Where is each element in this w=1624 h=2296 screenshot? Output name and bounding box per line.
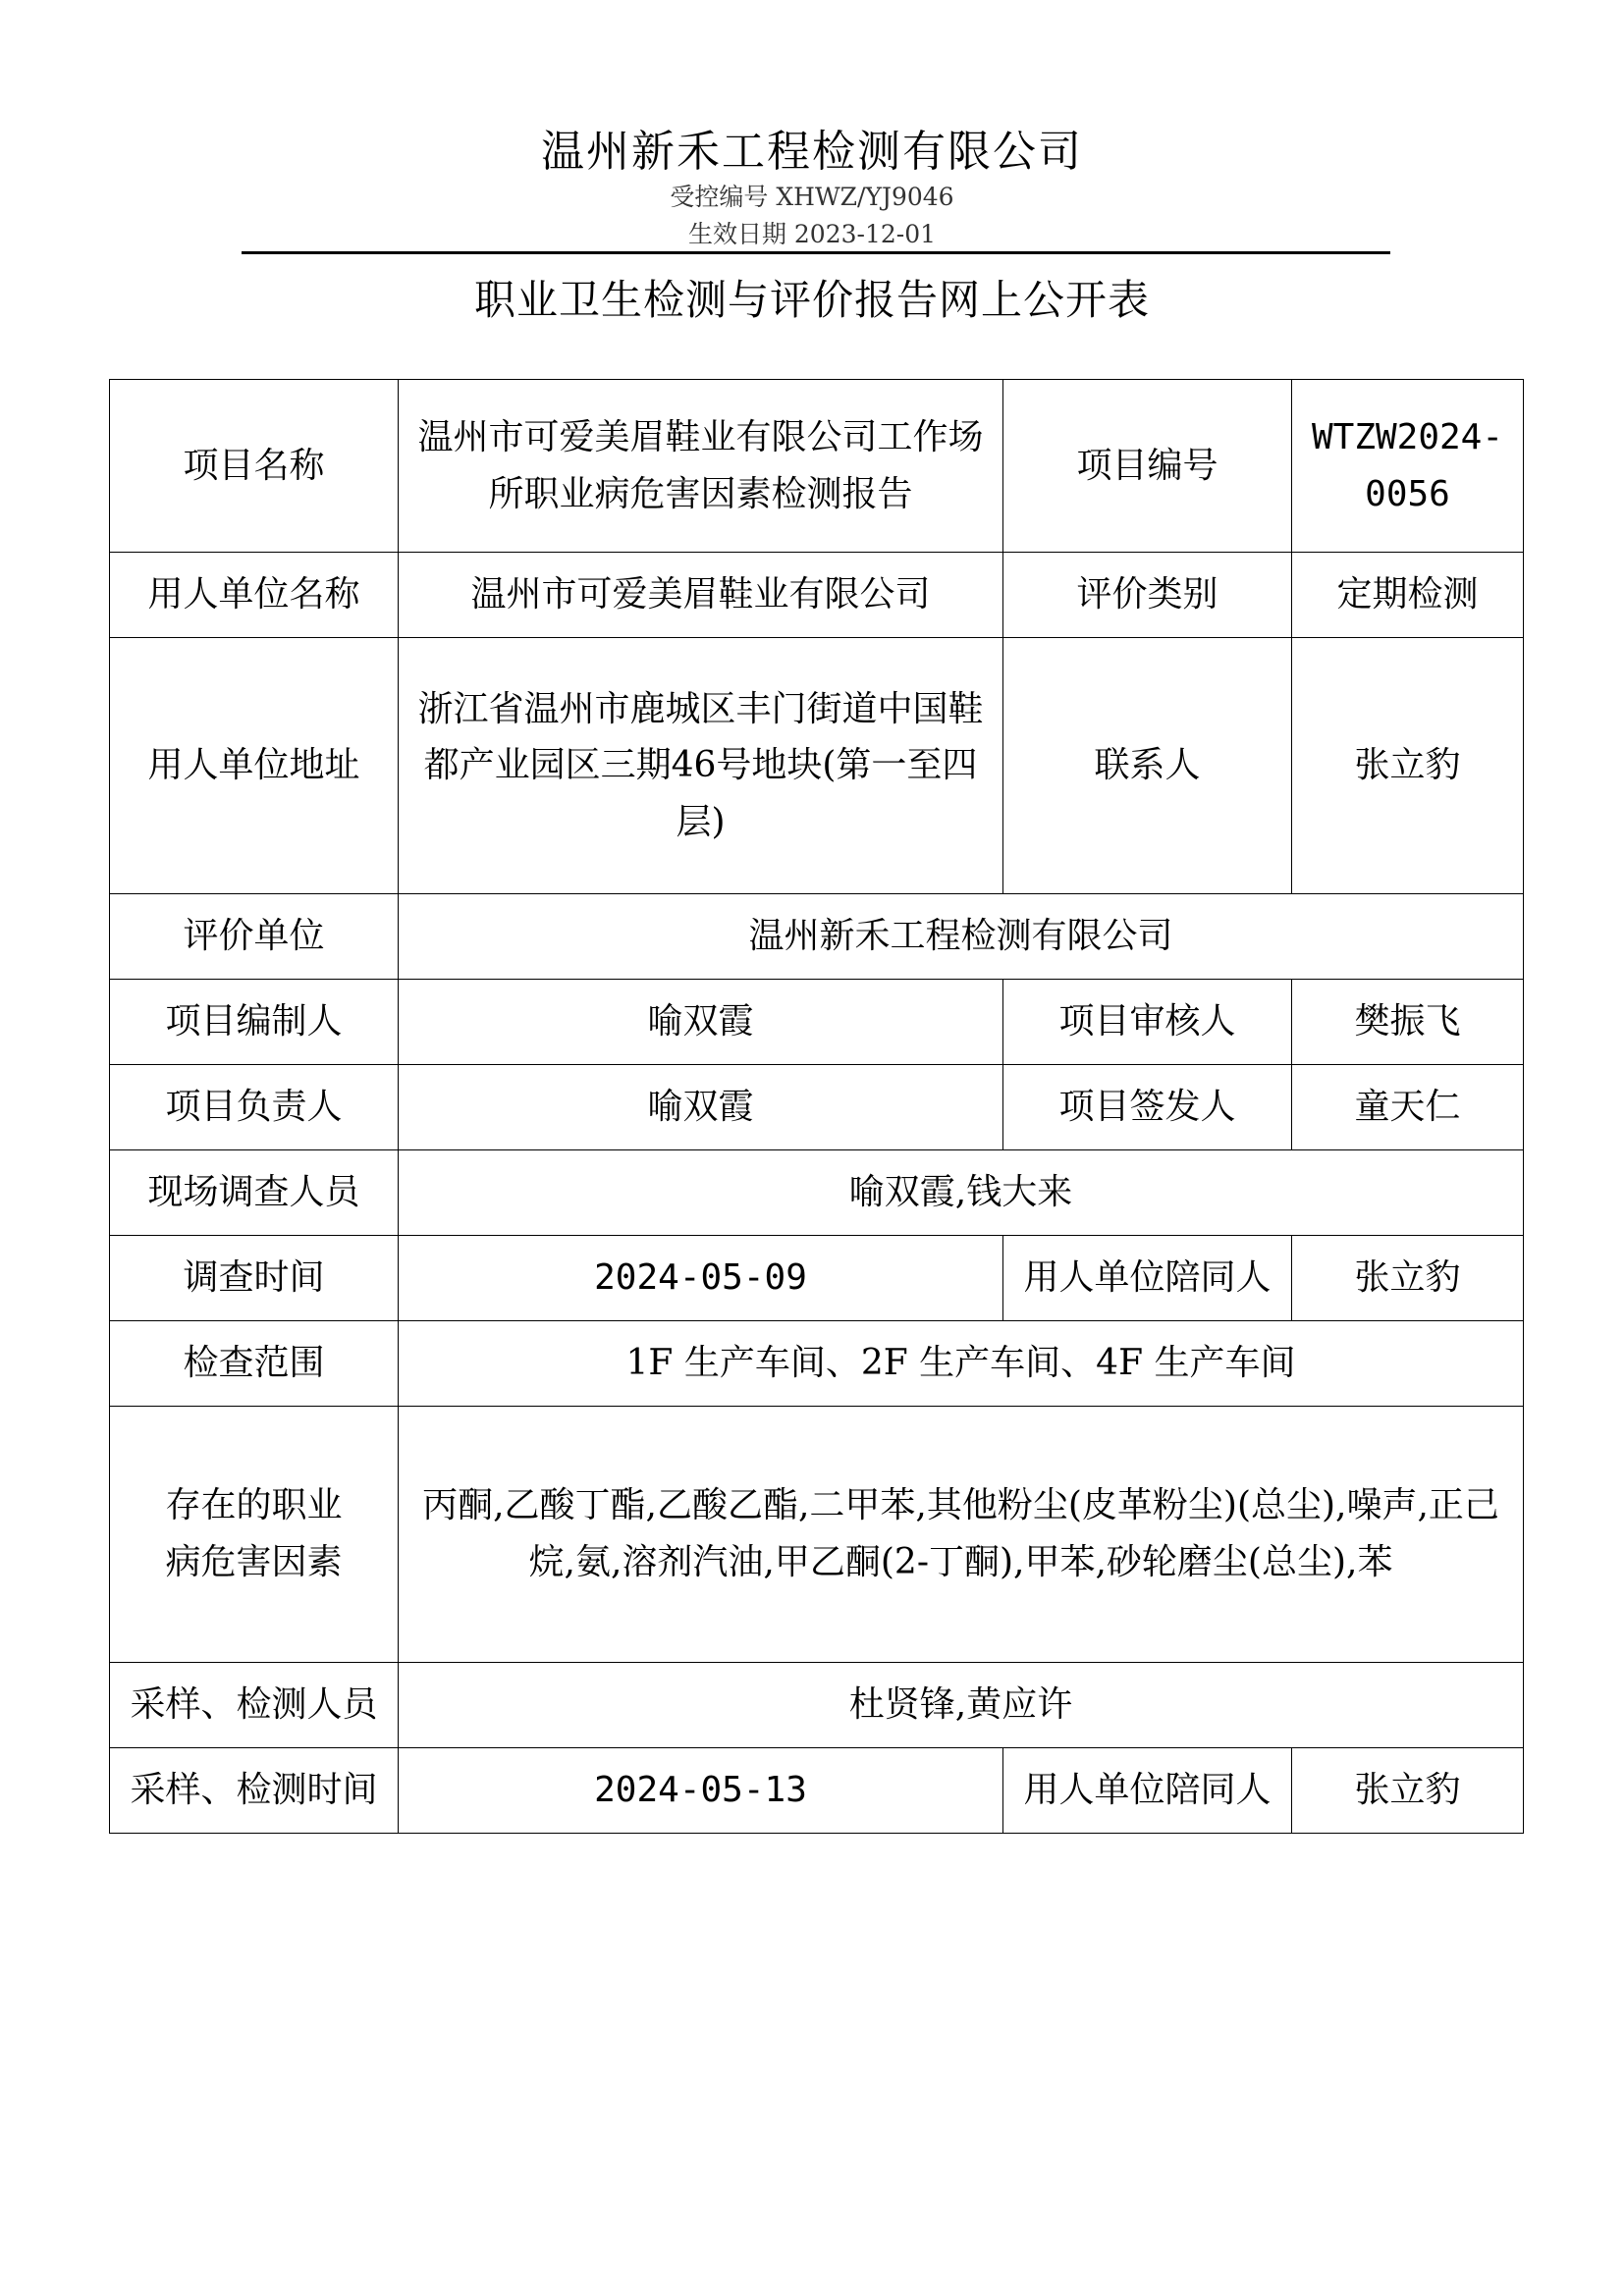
accompany-value: 张立豹 (1292, 1236, 1524, 1321)
sampling-time-value: 2024-05-13 (399, 1748, 1003, 1834)
employer-name-label: 用人单位名称 (110, 553, 399, 638)
eval-unit-value: 温州新禾工程检测有限公司 (399, 894, 1524, 980)
project-no-value: WTZW2024-0056 (1292, 380, 1524, 553)
lead-label: 项目负责人 (110, 1065, 399, 1150)
survey-staff-value: 喻双霞,钱大来 (399, 1150, 1524, 1236)
table-row (110, 380, 1524, 553)
header-divider (242, 251, 1390, 254)
document-title: 职业卫生检测与评价报告网上公开表 (473, 276, 1150, 324)
company-name: 温州新禾工程检测有限公司 (541, 127, 1083, 177)
eval-unit-label: 评价单位 (110, 894, 399, 980)
project-name-value: 温州市可爱美眉鞋业有限公司工作场所职业病危害因素检测报告 (399, 380, 1003, 553)
issuer-label: 项目签发人 (1003, 1065, 1292, 1150)
disclosure-table (109, 379, 1524, 1834)
lead-value: 喻双霞 (399, 1065, 1003, 1150)
accompany-value: 张立豹 (1292, 1748, 1524, 1834)
hazards-label: 存在的职业病危害因素 (110, 1407, 399, 1663)
compiler-label: 项目编制人 (110, 980, 399, 1065)
reviewer-value: 樊振飞 (1292, 980, 1524, 1065)
table-row (110, 638, 1524, 894)
compiler-value: 喻双霞 (399, 980, 1003, 1065)
survey-staff-label: 现场调查人员 (110, 1150, 399, 1236)
employer-address-value: 浙江省温州市鹿城区丰门街道中国鞋都产业园区三期46号地块(第一至四层) (399, 638, 1003, 894)
sampling-time-label: 采样、检测时间 (110, 1748, 399, 1834)
table-row (110, 1150, 1524, 1236)
table-row (110, 1236, 1524, 1321)
table-row (110, 1748, 1524, 1834)
issuer-value: 童天仁 (1292, 1065, 1524, 1150)
table-row (110, 894, 1524, 980)
reviewer-label: 项目审核人 (1003, 980, 1292, 1065)
survey-time-value: 2024-05-09 (399, 1236, 1003, 1321)
sampling-staff-value: 杜贤锋,黄应许 (399, 1663, 1524, 1748)
table-row (110, 1065, 1524, 1150)
project-name-label: 项目名称 (110, 380, 399, 553)
contact-value: 张立豹 (1292, 638, 1524, 894)
table-row (110, 1663, 1524, 1748)
eval-type-value: 定期检测 (1292, 553, 1524, 638)
survey-time-label: 调查时间 (110, 1236, 399, 1321)
employer-address-label: 用人单位地址 (110, 638, 399, 894)
control-number: 受控编号 XHWZ/YJ9046 (670, 183, 954, 211)
effective-date: 生效日期 2023-12-01 (687, 220, 937, 248)
accompany-label: 用人单位陪同人 (1003, 1748, 1292, 1834)
table-row (110, 1407, 1524, 1663)
scope-value: 1F 生产车间、2F 生产车间、4F 生产车间 (399, 1321, 1524, 1407)
table-row (110, 1321, 1524, 1407)
hazards-value: 丙酮,乙酸丁酯,乙酸乙酯,二甲苯,其他粉尘(皮革粉尘)(总尘),噪声,正己烷,氨,溶剂汽油,甲乙酮(2-丁酮),甲苯,砂轮磨尘(总尘),苯 (399, 1407, 1524, 1663)
project-no-label: 项目编号 (1003, 380, 1292, 553)
scope-label: 检查范围 (110, 1321, 399, 1407)
sampling-staff-label: 采样、检测人员 (110, 1663, 399, 1748)
contact-label: 联系人 (1003, 638, 1292, 894)
employer-name-value: 温州市可爱美眉鞋业有限公司 (399, 553, 1003, 638)
accompany-label: 用人单位陪同人 (1003, 1236, 1292, 1321)
table-row (110, 980, 1524, 1065)
table-row (110, 553, 1524, 638)
eval-type-label: 评价类别 (1003, 553, 1292, 638)
